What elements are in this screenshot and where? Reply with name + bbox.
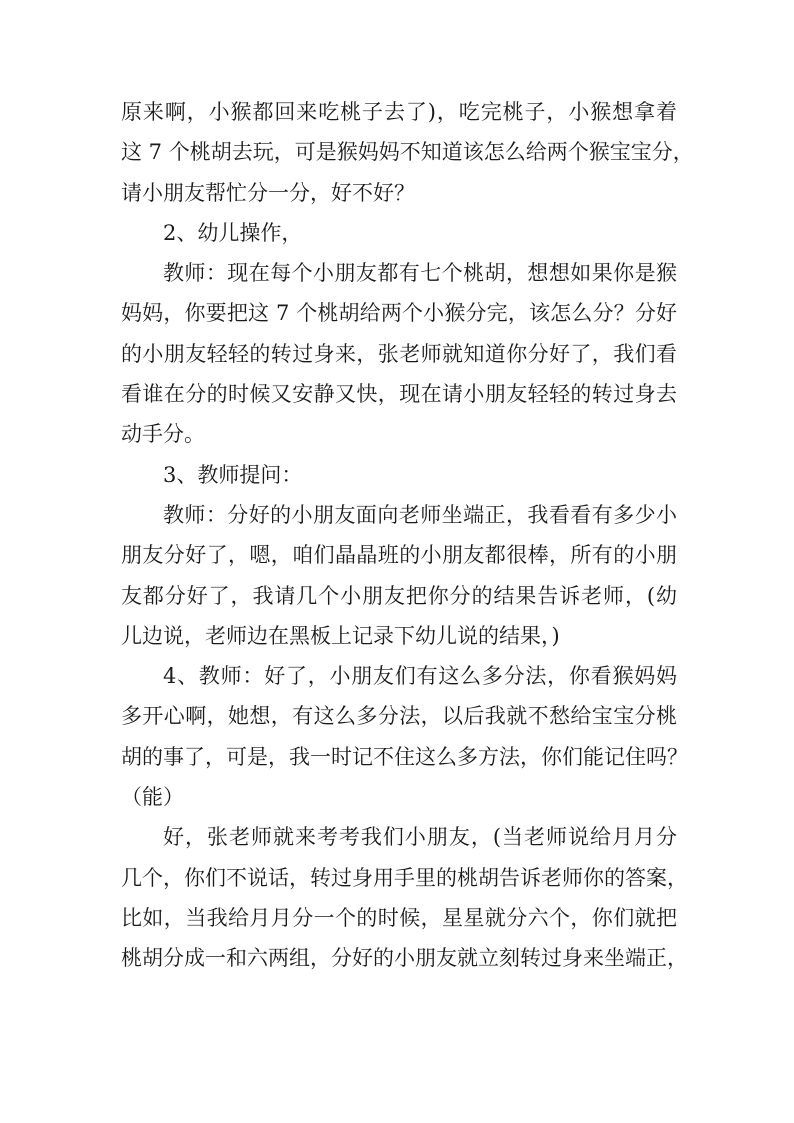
- paragraph-line: 友都分好了，我请几个小朋友把你分的结果告诉老师，(幼: [121, 583, 677, 608]
- paragraph-line: 几个，你们不说话，转过身用手里的桃胡告诉老师你的答案，: [121, 865, 688, 890]
- paragraph-line: 妈妈，你要把这 7 个桃胡给两个小猴分完，该怎么分？分好: [121, 301, 677, 326]
- paragraph-line: 好，张老师就来考考我们小朋友，(当老师说给月月分: [163, 825, 677, 850]
- lesson-plan-text: [121, 92, 694, 979]
- paragraph-line: 多开心啊，她想，有这么多分法，以后我就不愁给宝宝分桃: [121, 704, 677, 729]
- section-heading: 3、教师提问：: [163, 462, 303, 487]
- paragraph-line: 教师：现在每个小朋友都有七个桃胡，想想如果你是猴: [163, 261, 677, 286]
- paragraph-line: 比如，当我给月月分一个的时候，星星就分六个，你们就把: [121, 905, 677, 930]
- paragraph-line: （能）: [121, 785, 184, 810]
- paragraph-line: 胡的事了，可是，我一时记不住这么多方法，你们能记住吗？: [121, 744, 688, 769]
- paragraph-line: 这 7 个桃胡去玩，可是猴妈妈不知道该怎么给两个猴宝宝分，: [121, 140, 694, 165]
- paragraph-line: 儿边说，老师边在黑板上记录下幼儿说的结果，): [121, 623, 560, 648]
- section-heading: 2、幼儿操作，: [163, 220, 303, 245]
- paragraph-line: 桃胡分成一和六两组，分好的小朋友就立刻转过身来坐端正，: [121, 946, 688, 971]
- paragraph-line: 教师：分好的小朋友面向老师坐端正，我看看有多少小: [163, 502, 677, 527]
- paragraph-line: 的小朋友轻轻的转过身来，张老师就知道你分好了，我们看: [121, 341, 677, 366]
- paragraph-line: 朋友分好了，嗯，咱们晶晶班的小朋友都很棒，所有的小朋: [121, 543, 677, 568]
- paragraph-line: 原来啊，小猴都回来吃桃子去了)，吃完桃子，小猴想拿着: [121, 100, 677, 124]
- paragraph-line: 请小朋友帮忙分一分，好不好？: [121, 180, 415, 205]
- paragraph-line: 4、教师：好了，小朋友们有这么多分法，你看猴妈妈: [163, 664, 677, 689]
- paragraph-line: 看谁在分的时候又安静又快，现在请小朋友轻轻的转过身去: [121, 382, 677, 407]
- paragraph-line: 动手分。: [121, 422, 205, 447]
